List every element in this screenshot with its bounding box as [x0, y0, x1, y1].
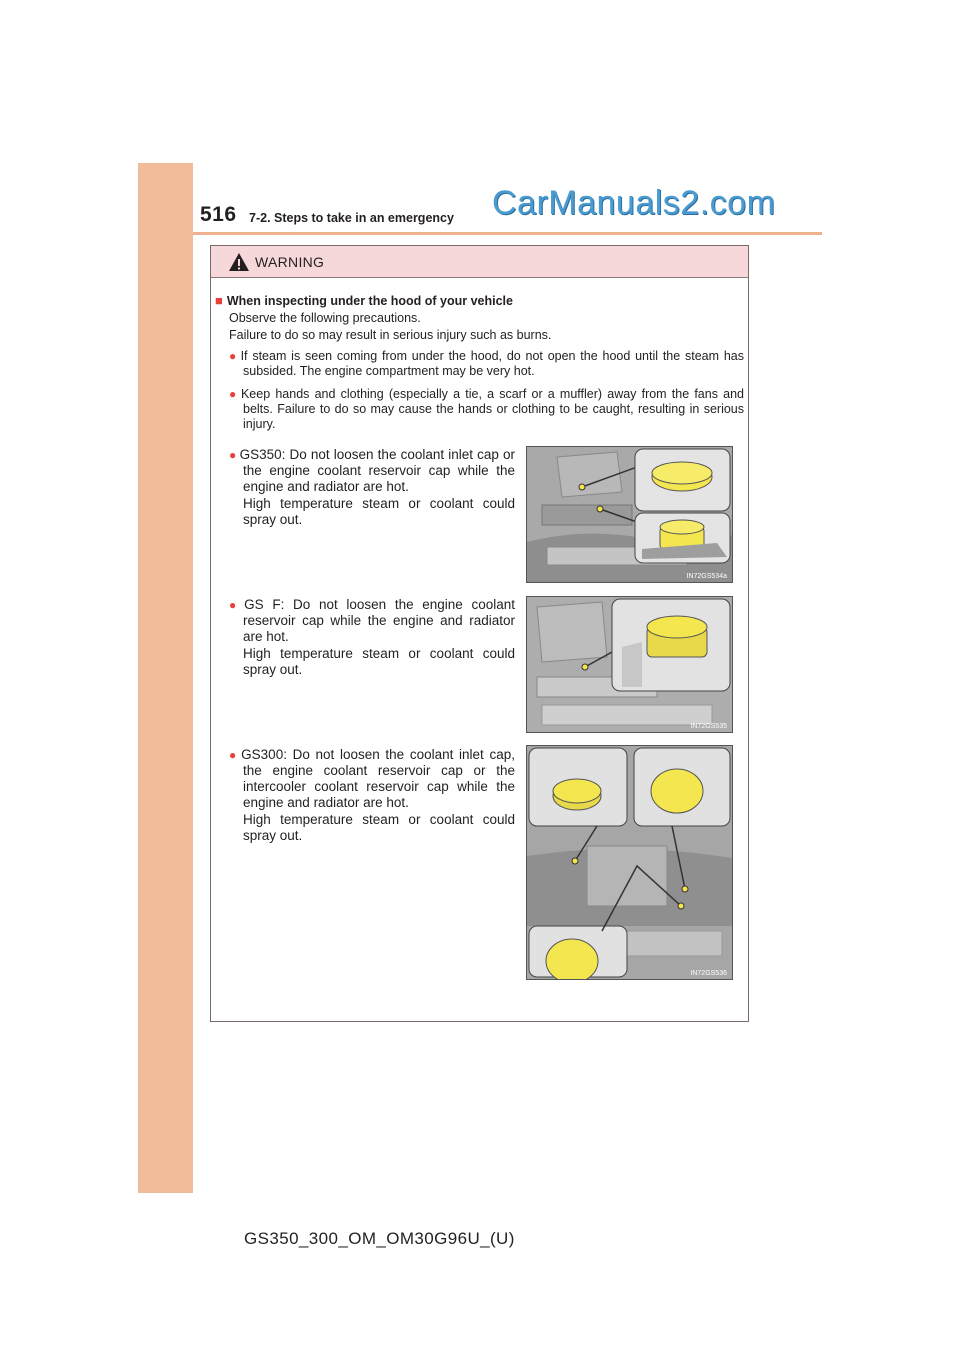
warning-header: [211, 246, 748, 278]
item-gs350-text: ● GS350: Do not loosen the coolant inlet cap or the engine coolant reservoir cap while the engine and radiator are hot.: [229, 447, 515, 494]
bullet-circle-icon: ●: [229, 748, 239, 762]
header-rule: [193, 232, 822, 235]
warning-label: WARNING: [255, 254, 325, 270]
figure-gs300: [526, 745, 733, 980]
figure-code: IN72GS536: [690, 970, 727, 977]
item-gs300-note: High temperature steam or coolant could spray out.: [243, 812, 515, 843]
watermark: CarManuals2.com: [492, 184, 776, 222]
figure-code: IN72GS535: [690, 723, 727, 730]
figure-gs350: [526, 446, 733, 583]
section-title: 7-2. Steps to take in an emergency: [249, 211, 454, 225]
document-code: GS350_300_OM_OM30G96U_(U): [244, 1229, 515, 1248]
bullet-circle-icon: ●: [229, 448, 237, 462]
intro-line-1: Observe the following precautions.: [229, 311, 421, 325]
item-gsf-note: High temperature steam or coolant could spray out.: [243, 646, 515, 677]
bullet-fans: ● Keep hands and clothing (especially a tie, a scarf or a muffler) away from the fans and belts. Failure to do so may cause the hands or clothing to be caught, resulting in serious injury.: [229, 387, 744, 431]
figure-code: IN72GS534a: [686, 573, 727, 580]
square-bullet-icon: ■: [215, 293, 223, 308]
item-gsf-text: ● GS F: Do not loosen the engine coolant reservoir cap while the engine and radiator are hot.: [229, 597, 515, 644]
intro-line-2: Failure to do so may result in serious injury such as burns.: [229, 328, 552, 342]
warning-heading: ■ When inspecting under the hood of your vehicle: [215, 293, 513, 308]
warning-triangle-icon: [228, 252, 250, 272]
warning-box: [210, 245, 749, 1022]
item-gs300-text: ● GS300: Do not loosen the coolant inlet cap, the engine coolant reservoir cap or the intercooler coolant reservoir cap while the engine and radiator are hot.: [229, 747, 515, 810]
bullet-circle-icon: ●: [229, 387, 238, 401]
bullet-circle-icon: ●: [229, 598, 242, 612]
bullet-circle-icon: ●: [229, 349, 238, 363]
side-tab-band: [138, 163, 193, 1193]
bullet-steam: ● If steam is seen coming from under the hood, do not open the hood until the steam has subsided. The engine compartment may be very hot.: [229, 349, 744, 378]
item-gs350-note: High temperature steam or coolant could spray out.: [243, 496, 515, 527]
page-number: 516: [200, 203, 237, 226]
figure-gsf: [526, 596, 733, 733]
